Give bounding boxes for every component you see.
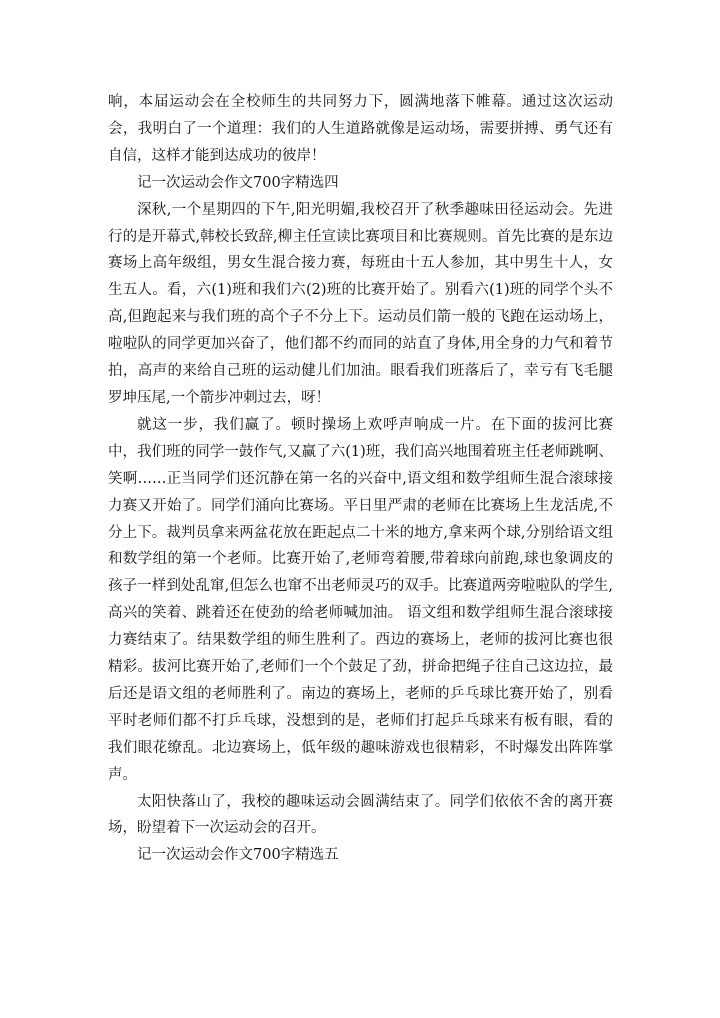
essay-paragraph-closing: 响，本届运动会在全校师生的共同努力下，圆满地落下帷幕。通过这次运动会，我明白了一个道理：我们的人生道路就像是运动场，需要拼搏、勇气还有自信，这样才能到达成功的彼岸！ xyxy=(108,94,613,164)
essay-paragraph-autumn: 深秋,一个星期四的下午,阳光明媚,我校召开了秋季趣味田径运动会。先进行的是开幕式,韩校长致辞,柳主任宣读比赛项目和比赛规则。首先比赛的是东边赛场上高年级组，男女生混合接力赛，每班由十五人参加，其中男生十人，女生五人。看，六(1)班和我们六(2)班的比赛开始了。别看六(1)班的同学个头不高,但跑起来与我们班的高个子不分上下。运动员们箭一般的飞跑在运动场上，啦啦队的同学更加兴奋了，他们都不约而同的站直了身体,用全身的力气和着节拍，高声的来给自己班的运动健儿们加油。眼看我们班落后了，幸亏有飞毛腿罗坤压尾,一个箭步冲刺过去，呀！ xyxy=(108,201,613,406)
section-heading-five: 记一次运动会作文700字精选五 xyxy=(137,847,339,864)
essay-body xyxy=(108,89,613,869)
section-heading-four: 记一次运动会作文700字精选四 xyxy=(137,174,339,191)
essay-paragraph-tug-of-war: 就这一步，我们赢了。顿时操场上欢呼声响成一片。在下面的拔河比赛中，我们班的同学一鼓作气,又赢了六(1)班，我们高兴地围着班主任老师跳啊、笑啊……正当同学们还沉静在第一名的兴奋中,语文组和数学组师生混合滚球接力赛又开始了。同学们涌向比赛场。平日里严肃的老师在比赛场上生龙活虎,不分上下。裁判员拿来两盆花放在距起点二十米的地方,拿来两个球,分别给语文组和数学组的第一个老师。比赛开始了,老师弯着腰,带着球向前跑,球也象调皮的孩子一样到处乱窜,但怎么也窜不出老师灵巧的双手。比赛道两旁啦啦队的学生,高兴的笑着、跳着还在使劲的给老师喊加油。 语文组和数学组师生混合滚球接力赛结束了。结果数学组的师生胜利了。西边的赛场上，老师的拔河比赛也很精彩。拔河比赛开始了,老师们一个个鼓足了劲，拼命把绳子往自己这边拉，最后还是语文组的老师胜利了。南边的赛场上，老师的乒乓球比赛开始了，别看平时老师们都不打乒乓球，没想到的是，老师们打起乒乓球来有板有眼，看的我们眼花缭乱。北边赛场上，低年级的趣味游戏也很精彩，不时爆发出阵阵掌声。 xyxy=(108,416,613,783)
essay-paragraph-sunset: 太阳快落山了，我校的趣味运动会圆满结束了。同学们依依不舍的离开赛场，盼望着下一次运动会的召开。 xyxy=(108,793,613,837)
